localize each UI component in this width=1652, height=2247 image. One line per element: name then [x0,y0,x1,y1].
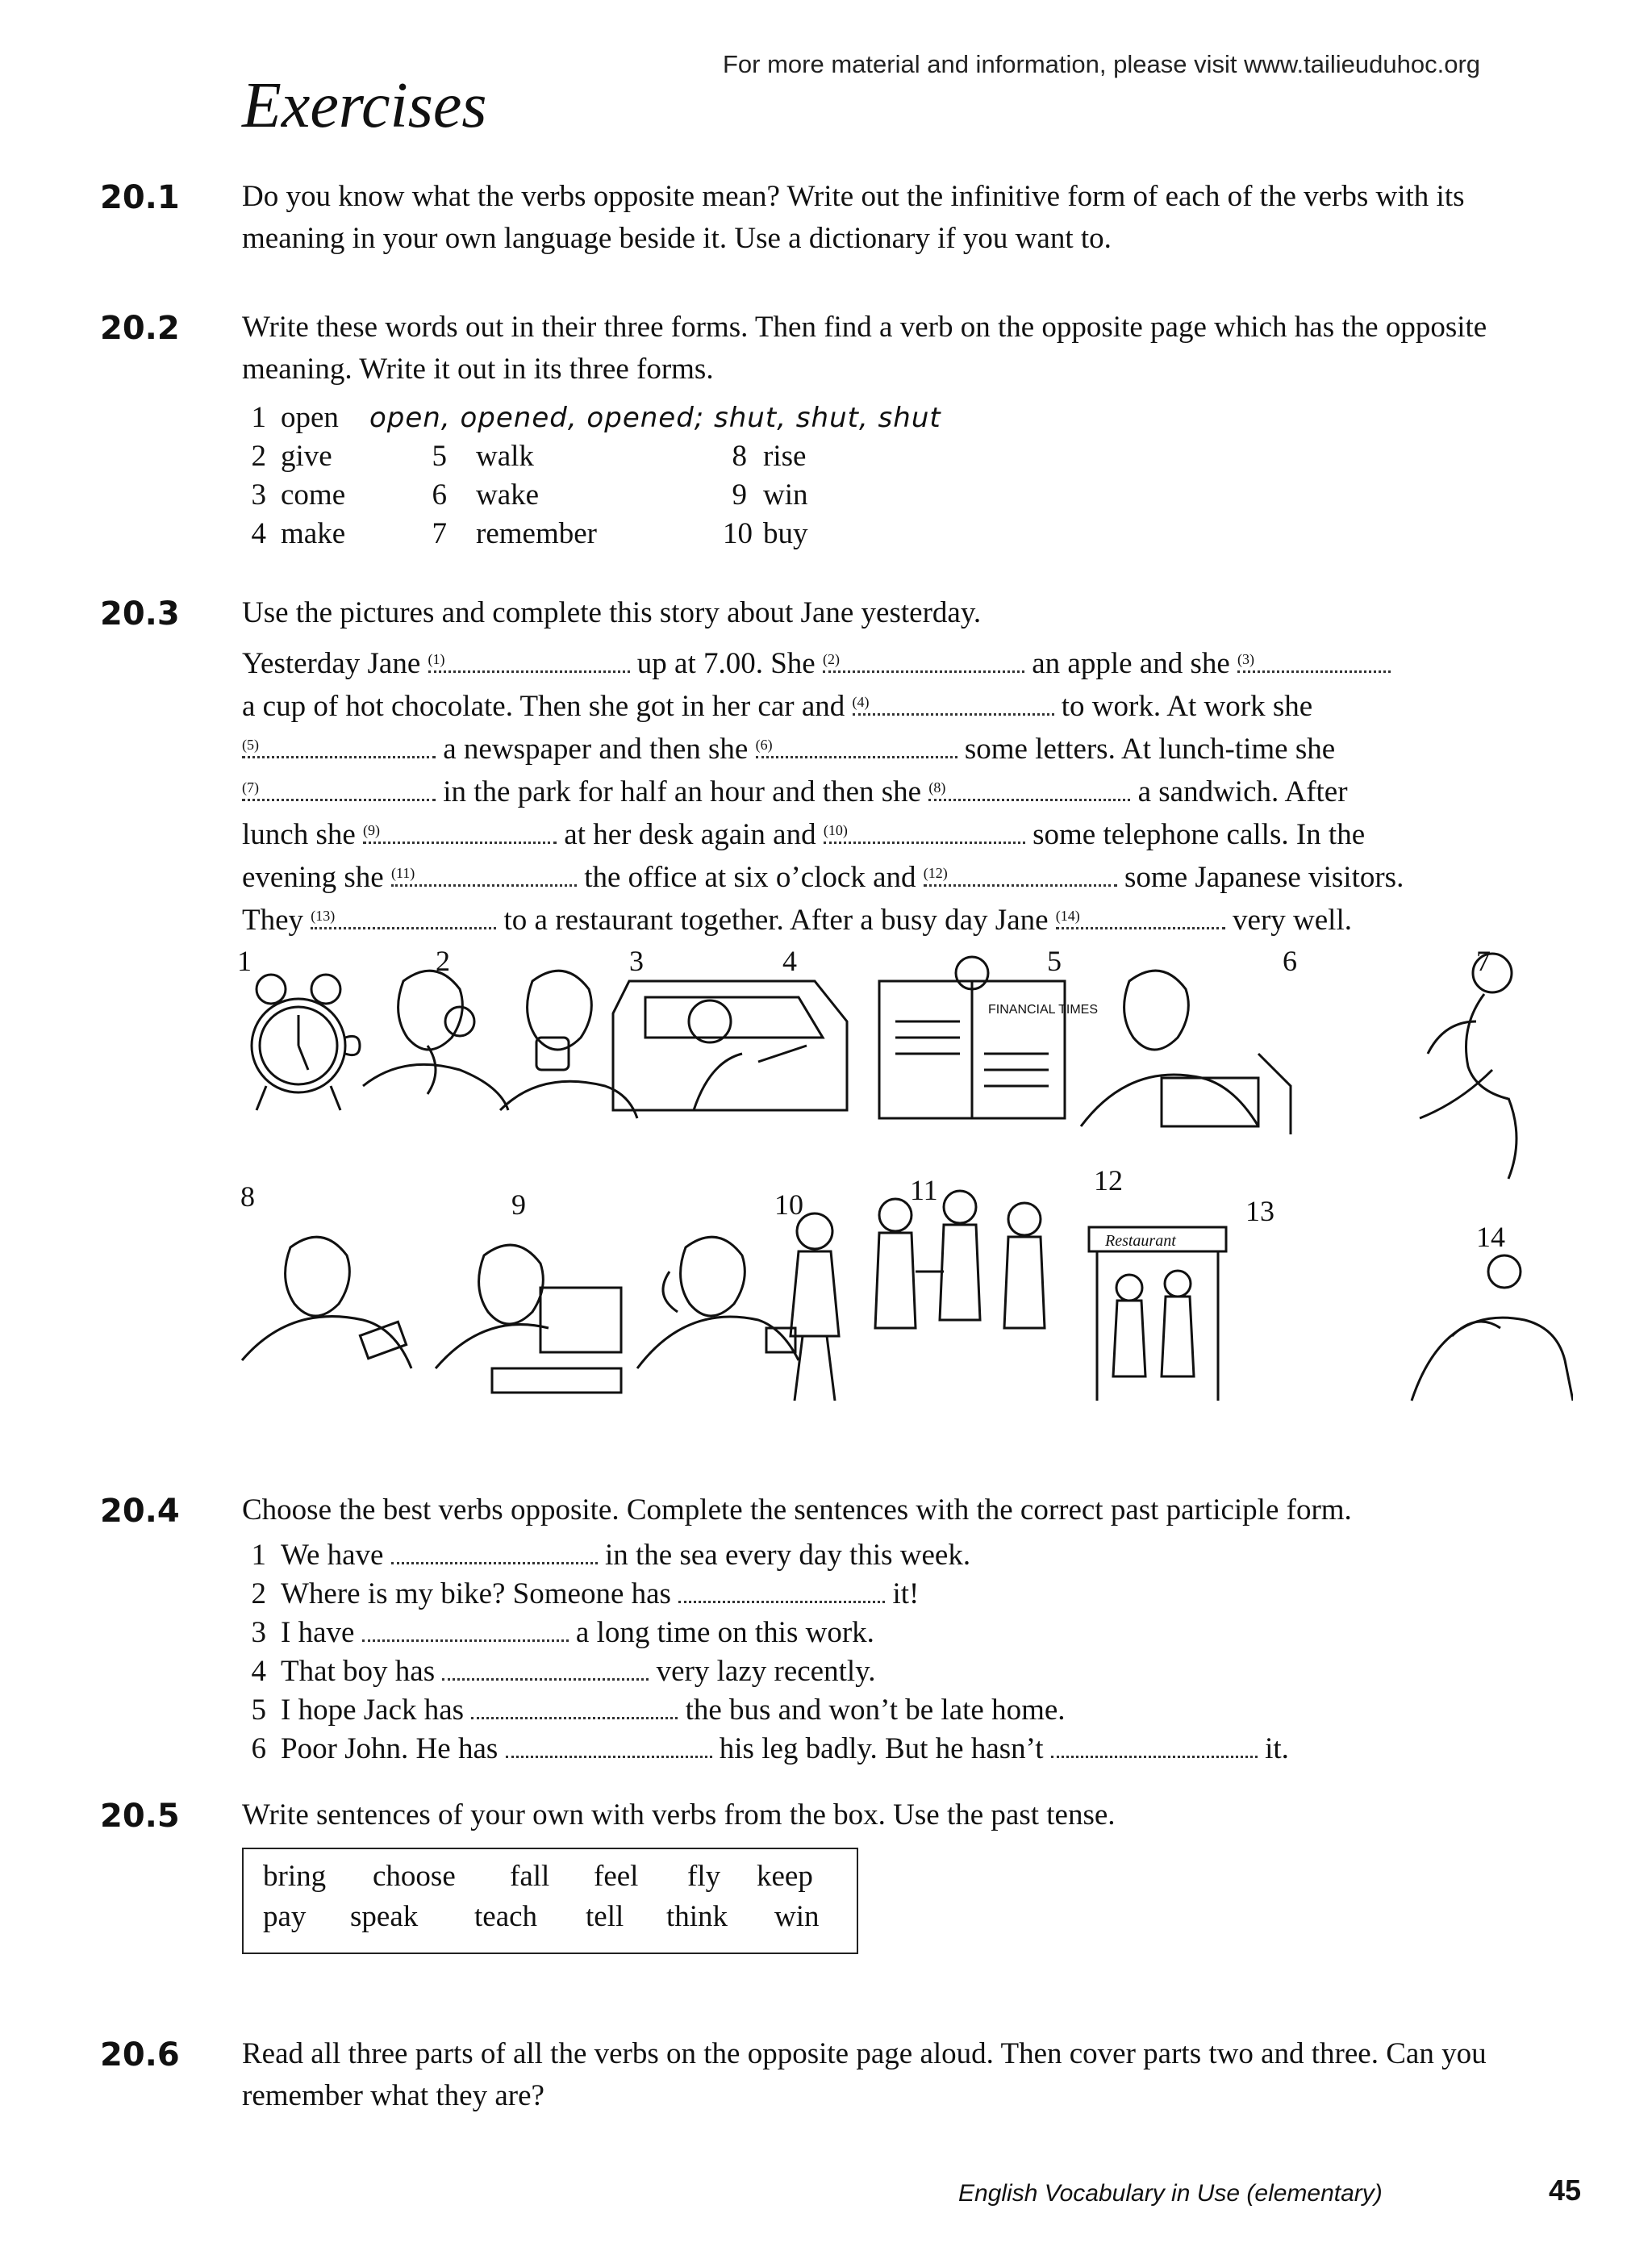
word-number: 9 [732,478,747,512]
word-number: 3 [251,478,266,512]
picture-number: 11 [910,1174,938,1206]
picture-number: 2 [436,945,450,977]
person-leaving-icon [766,1213,839,1401]
word-number: 2 [251,440,266,473]
picture-number: 8 [240,1180,255,1213]
word-row [242,516,968,555]
book-title: English Vocabulary in Use (elementary) [958,2180,1383,2207]
word: remember [476,517,597,550]
item-number: 4 [251,1655,266,1688]
picture-number: 9 [511,1188,526,1221]
item-fragment: That boy has [281,1655,436,1688]
exercise-number-20-4: 20.4 [100,1493,180,1530]
exercise-20-4-instructions: Choose the best verbs opposite. Complete the sentences with the correct past participle form. [242,1493,1352,1527]
item-text [281,1538,970,1572]
story-fragment: evening she [242,861,384,894]
exercise-number-20-5: 20.5 [100,1798,180,1835]
story-fragment: lunch she [242,818,356,851]
story-fragment: a sandwich. After [1137,775,1348,808]
person-sandwich-icon [242,1237,411,1368]
verb: fall [510,1860,550,1893]
car-driving-icon [613,981,847,1110]
verb: pay [263,1900,307,1933]
picture-number: 3 [629,945,644,977]
word-number: 5 [432,440,447,473]
story-blank-2[interactable] [823,646,1024,673]
story-fragment: in the park for half an hour and then she [443,775,922,808]
story-blank-11[interactable] [391,860,577,887]
story-blank-5[interactable] [242,732,436,758]
word: wake [476,478,540,512]
story-blank-7[interactable] [242,775,436,801]
word-number: 4 [251,517,266,550]
verb: tell [586,1900,624,1933]
verb: keep [757,1860,813,1893]
item-fragment: his leg badly. But he hasn’t [719,1732,1044,1765]
item-text [281,1615,874,1650]
blank-number: (9) [363,822,381,838]
item-number: 2 [251,1577,266,1610]
answer-blank[interactable] [678,1580,885,1603]
word-row [242,478,968,516]
story-fragment: Yesterday Jane [242,647,421,680]
verb: teach [474,1900,538,1933]
blank-number: (2) [822,651,840,667]
header-note: For more material and information, please visit www.tailieuduhoc.org [723,50,1481,78]
item-fragment: Where is my bike? Someone has [281,1577,671,1610]
word-number: 1 [251,401,266,434]
exercise-20-1-instructions: Do you know what the verbs opposite mean? Write out the infinitive form of each of the verbs with its meaning in your own language beside it. Use a dictionary if you want to. [242,180,1465,255]
word-number: 10 [723,517,753,550]
restaurant-icon [1089,1227,1226,1401]
blank-number: (1) [428,651,445,667]
person-drinking-icon [500,971,637,1118]
story-blank-6[interactable] [756,732,957,758]
verb: speak [350,1900,419,1933]
story-fragment: up at 7.00. She [636,647,816,680]
exercise-20-3-instructions: Use the pictures and complete this story about Jane yesterday. [242,596,982,629]
verb: think [666,1900,728,1933]
story-blank-10[interactable] [824,817,1025,844]
story-blank-1[interactable] [428,646,630,673]
page-title: Exercises [242,70,487,141]
item-text [281,1654,876,1689]
answer-blank[interactable] [391,1541,598,1564]
story-blank-13[interactable] [311,903,496,929]
item-fragment: in the sea every day this week. [604,1539,971,1572]
item-text [281,1693,1066,1727]
word: rise [763,440,807,473]
exercise-number-20-6: 20.6 [100,2036,180,2074]
page-number: 45 [1549,2174,1582,2207]
word: open [281,401,339,434]
story-fragment: some letters. At lunch-time she [964,733,1336,766]
story-blank-4[interactable] [853,689,1054,716]
item-fragment: We have [281,1539,384,1572]
story-fragment: very well. [1233,904,1352,937]
answer-blank[interactable] [442,1657,649,1681]
word: buy [763,517,808,550]
word-row [242,439,968,478]
exercise-number-20-3: 20.3 [100,595,180,633]
person-desk-computer-icon [436,1245,621,1393]
handwritten-answer: open, opened, opened; shut, shut, shut [369,402,941,434]
blank-number: (8) [928,779,946,796]
story-pictures [234,945,1573,1417]
alarm-clock-icon [252,975,360,1110]
people-meeting-icon [875,1191,1045,1328]
restaurant-sign: Restaurant [1105,1232,1176,1250]
picture-number: 14 [1476,1221,1505,1253]
item-fragment: it! [892,1577,920,1610]
blank-number: (13) [311,908,336,924]
exercise-20-5-instructions: Write sentences of your own with verbs from the box. Use the past tense. [242,1798,1116,1831]
verb: win [774,1900,820,1933]
verb: choose [373,1860,456,1893]
story-fragment: the office at six o’clock and [584,861,916,894]
blank-number: (6) [755,737,773,753]
exercise-20-6-instructions: Read all three parts of all the verbs on the opposite page aloud. Then cover parts two and three. Can you remember what they are? [242,2037,1487,2112]
word-number: 8 [732,440,747,473]
exercise-number-20-1: 20.1 [100,179,180,216]
item-fragment: very lazy recently. [656,1655,876,1688]
word-row-example [242,400,1210,439]
story-fragment: to work. At work she [1061,690,1313,723]
item-number: 3 [251,1616,266,1649]
item-fragment: I have [281,1616,355,1649]
item-fragment: I hope Jack has [281,1694,465,1727]
picture-number: 1 [237,945,252,977]
item-fragment: Poor John. He has [281,1732,499,1765]
picture-number: 5 [1047,945,1062,977]
blank-number: (5) [242,737,259,753]
story-fragment: an apple and she [1032,647,1230,680]
word: walk [476,440,534,473]
verb-box [242,1848,858,1954]
item-text [281,1577,919,1611]
story-fragment: to a restaurant together. After a busy day Jane [503,904,1049,937]
story-fragment: at her desk again and [564,818,816,851]
story-blank-14[interactable] [1056,903,1225,929]
word: make [281,517,346,550]
person-running-icon [1420,954,1516,1179]
verb: fly [687,1860,721,1893]
blank-number: (4) [852,694,870,710]
answer-blank[interactable] [506,1735,712,1758]
story-blank-9[interactable] [363,817,557,844]
item-number: 1 [251,1539,266,1572]
story-fragment: They [242,904,304,937]
verb: feel [594,1860,639,1893]
story-fragment: a cup of hot chocolate. Then she got in her car and [242,690,845,723]
picture-number: 7 [1476,945,1491,977]
exercise-20-2-instructions: Write these words out in their three forms. Then find a verb on the opposite page which has the opposite meaning. Write it out in its three forms. [242,311,1487,386]
story-fragment: a newspaper and then she [443,733,749,766]
item-text [281,1731,1289,1766]
word: give [281,440,332,473]
word: win [763,478,808,512]
story-blank-12[interactable] [924,860,1117,887]
picture-number: 13 [1245,1195,1274,1227]
item-number: 6 [251,1732,266,1765]
story-blank-8[interactable] [928,775,1130,801]
word: come [281,478,346,512]
item-fragment: it. [1265,1732,1289,1765]
picture-number: 12 [1094,1164,1123,1197]
blank-number: (14) [1055,908,1080,924]
blank-number: (12) [923,865,948,881]
blank-number: (7) [242,779,259,796]
newspaper-title: FINANCIAL TIMES [988,1003,1099,1017]
exercise-number-20-2: 20.2 [100,310,180,347]
person-telephone-icon [637,1237,799,1368]
blank-number: (3) [1237,651,1255,667]
word-number: 7 [432,517,447,550]
story-blank-3[interactable] [1237,646,1391,673]
answer-blank[interactable] [471,1696,678,1719]
picture-number: 6 [1283,945,1297,977]
picture-number: 4 [782,945,797,977]
picture-number: 10 [774,1188,803,1221]
story-fragment: some telephone calls. In the [1032,818,1366,851]
story-text [242,642,1565,942]
blank-number: (10) [823,822,848,838]
answer-blank[interactable] [362,1618,569,1642]
item-fragment: a long time on this work. [575,1616,874,1649]
blank-number: (11) [390,865,415,881]
story-fragment: some Japanese visitors. [1124,861,1404,894]
person-eating-apple-icon [363,971,508,1110]
item-number: 5 [251,1694,266,1727]
item-fragment: the bus and won’t be late home. [685,1694,1066,1727]
verb: bring [263,1860,327,1893]
word-number: 6 [432,478,447,512]
story-illustrations [234,949,1573,1417]
person-sleeping-icon [1412,1255,1573,1401]
answer-blank[interactable] [1051,1735,1258,1758]
newspaper-reading-icon [879,957,1065,1118]
person-typing-icon [1081,971,1291,1134]
